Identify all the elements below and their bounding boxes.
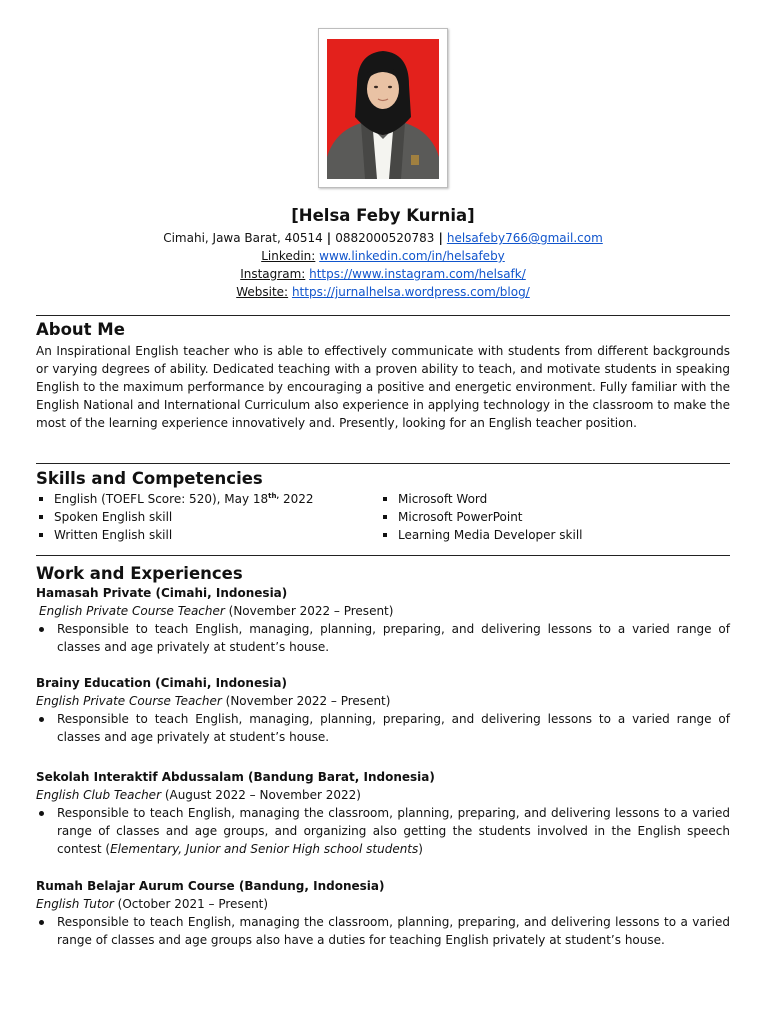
website-link[interactable]: https://jurnalhelsa.wordpress.com/blog/ <box>291 285 530 299</box>
job-duty-text: Responsible to teach English, managing the classroom, planning, preparing, and delivering lessons to a varied range of classes and age groups, and organizing also getting the students involved in the English speech contest ( <box>57 806 730 856</box>
job-organization: Rumah Belajar Aurum Course (Bandung, Indonesia) <box>36 879 385 893</box>
instagram-link[interactable]: https://www.instagram.com/helsafk/ <box>309 267 526 281</box>
divider <box>36 463 730 464</box>
skill-item <box>36 490 366 508</box>
skill-item: Microsoft PowerPoint <box>380 508 720 526</box>
skills-list-right <box>380 490 720 544</box>
about-text: An Inspirational English teacher who is able to effectively communicate with students from different backgrounds or varying degrees of ability. Dedicated teaching with a proven ability to teach, and motivate students in speaking English to the maximum performance by encouraging a positive and energetic environment. Fully familiar with the English National and International Curriculum also experience in applying technology in the classroom to make the most of the learning experience innovatively and. Presently, looking for an English teacher position. <box>36 344 730 430</box>
divider <box>36 315 730 316</box>
job-duty: Responsible to teach English, managing the classroom, planning, preparing, and delivering lessons to a varied range of classes and age groups also have a duties for teaching English privately at student’s house. <box>36 913 730 949</box>
skill-item: Spoken English skill <box>36 508 366 526</box>
separator: | <box>326 231 332 245</box>
website-line <box>36 284 730 300</box>
skills-heading: Skills and Competencies <box>36 469 263 488</box>
divider <box>36 555 730 556</box>
job-period: (November 2022 – Present) <box>221 694 391 708</box>
job-role <box>36 692 730 710</box>
linkedin-link[interactable]: www.linkedin.com/in/helsafeby <box>319 249 505 263</box>
job-title: English Private Course Teacher <box>39 604 225 618</box>
job-role <box>36 602 730 620</box>
job-period: (November 2022 – Present) <box>224 604 394 618</box>
email-link[interactable]: helsafeby766@gmail.com <box>446 231 603 245</box>
job-period: (August 2022 – November 2022) <box>161 788 361 802</box>
linkedin-label: Linkedin: <box>261 249 316 263</box>
skill-item: Learning Media Developer skill <box>380 526 720 544</box>
instagram-line <box>36 266 730 282</box>
job-role <box>36 895 730 913</box>
candidate-name: [Helsa Feby Kurnia] <box>291 206 475 225</box>
job-duty: Responsible to teach English, managing, planning, preparing, and delivering lessons to a varied range of classes and age privately at student’s house. <box>36 620 730 656</box>
job-organization: Brainy Education (Cimahi, Indonesia) <box>36 676 287 690</box>
work-heading: Work and Experiences <box>36 564 243 583</box>
job-duty <box>36 804 730 858</box>
skill-item: Written English skill <box>36 526 366 544</box>
linkedin-line <box>36 248 730 264</box>
address: Cimahi, Jawa Barat, 40514 <box>163 231 323 245</box>
skill-item: Microsoft Word <box>380 490 720 508</box>
profile-photo <box>318 28 448 188</box>
skill-toefl-text: English (TOEFL Score: 520), May 18 <box>54 492 269 506</box>
job-entry <box>36 877 730 949</box>
separator: | <box>438 231 443 245</box>
skill-toefl-sup: th, <box>268 492 280 500</box>
phone: 0882000520783 <box>335 231 435 245</box>
job-duty-end: ) <box>418 842 423 856</box>
job-duty-italic: Elementary, Junior and Senior High school students <box>110 842 419 856</box>
website-label: Website: <box>236 285 289 299</box>
job-entry <box>36 674 730 746</box>
job-role <box>36 786 730 804</box>
job-organization: Sekolah Interaktif Abdussalam (Bandung Barat, Indonesia) <box>36 770 435 784</box>
job-duties <box>36 710 730 746</box>
job-title: English Private Course Teacher <box>36 694 222 708</box>
skill-toefl-year: 2022 <box>279 492 314 506</box>
job-title: English Club Teacher <box>36 788 161 802</box>
job-entry <box>36 584 730 656</box>
job-organization: Hamasah Private (Cimahi, Indonesia) <box>36 586 288 600</box>
job-duties <box>36 804 730 858</box>
skills-list-left <box>36 490 366 544</box>
contact-line <box>36 230 730 246</box>
instagram-label: Instagram: <box>240 267 306 281</box>
job-title: English Tutor <box>36 897 114 911</box>
job-entry <box>36 768 730 858</box>
job-duties <box>36 913 730 949</box>
about-heading: About Me <box>36 320 125 339</box>
job-duties <box>36 620 730 656</box>
profile-photo-image <box>327 39 439 179</box>
job-period: (October 2021 – Present) <box>113 897 269 911</box>
job-duty: Responsible to teach English, managing, planning, preparing, and delivering lessons to a varied range of classes and age privately at student’s house. <box>36 710 730 746</box>
